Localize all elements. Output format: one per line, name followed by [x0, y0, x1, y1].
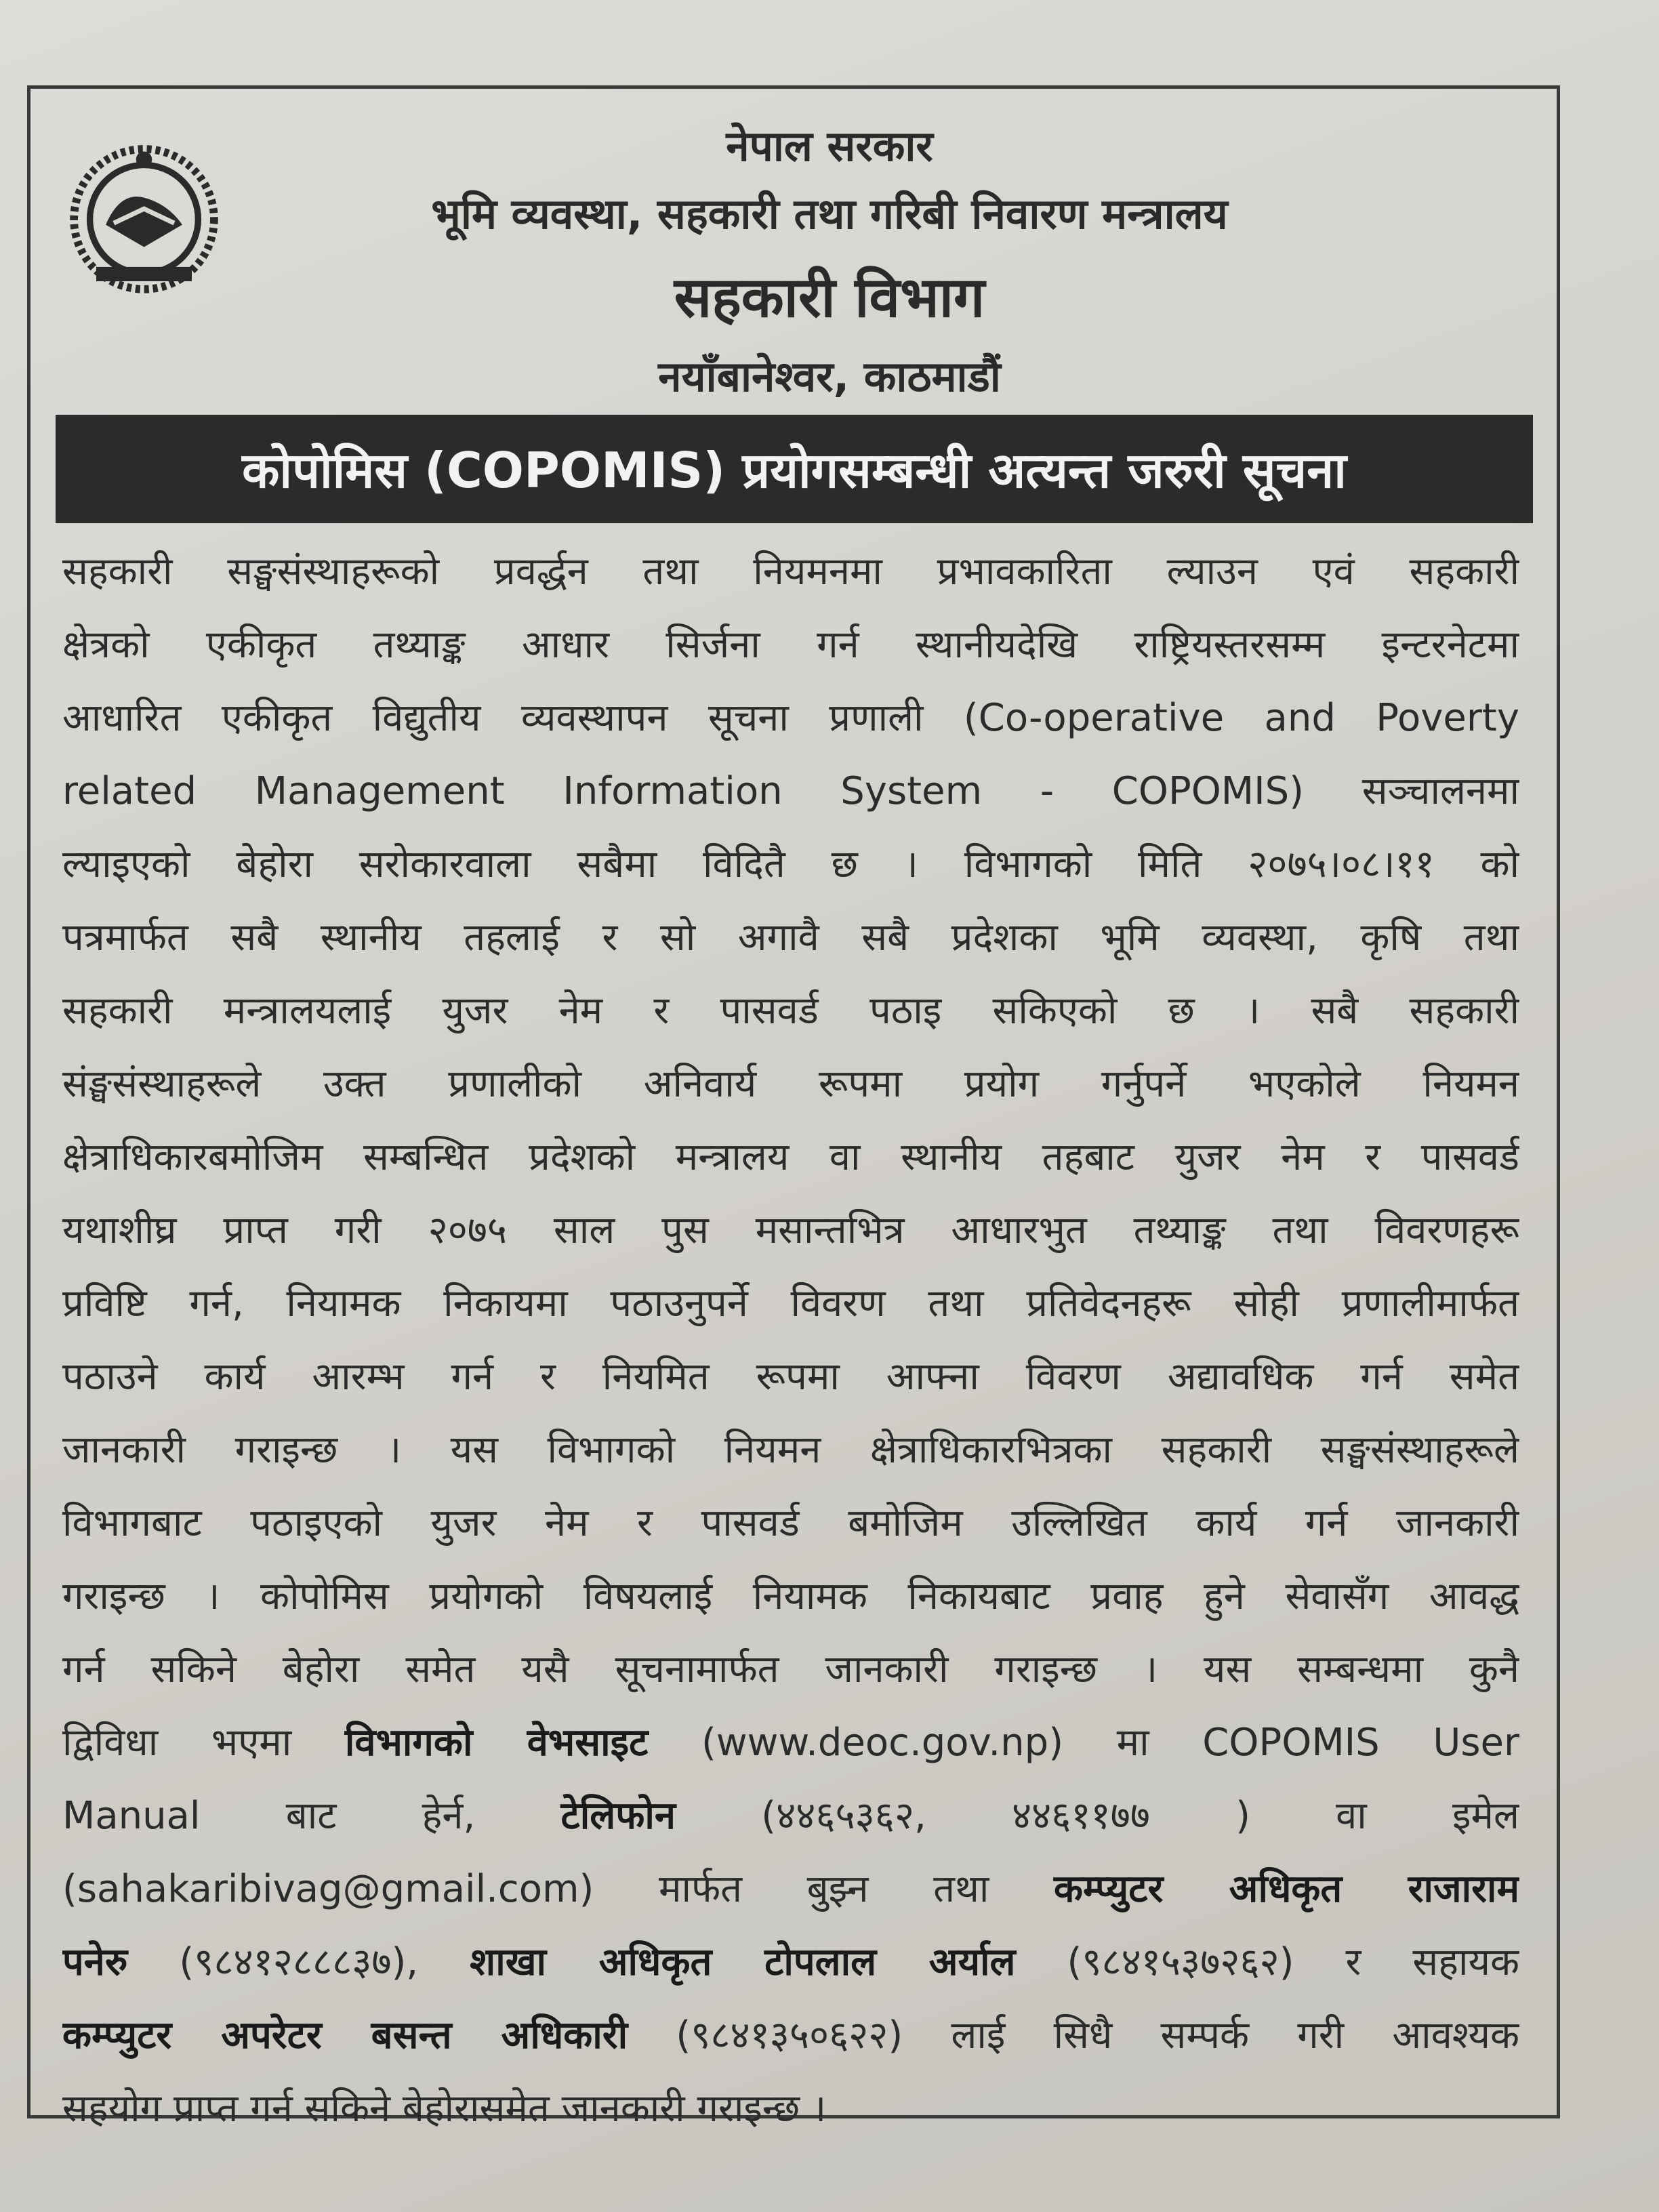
- body-line: जानकारी गराइन्छ । यस विभागको नियमन क्षेत्राधिकारभित्रका सहकारी सङ्घसंस्थाहरूले: [62, 1428, 1519, 1472]
- header-ministry: भूमि व्यवस्था, सहकारी तथा गरिबी निवारण मन्त्रालय: [431, 189, 1228, 239]
- header-department: सहकारी विभाग: [674, 266, 985, 330]
- body-line: [62, 1706, 1519, 1780]
- body-line: संङ्घसंस्थाहरूले उक्त प्रणालीको अनिवार्य रूपमा प्रयोग गर्नुपर्ने भएकोले नियमन: [62, 1062, 1519, 1106]
- body-line: पत्रमार्फत सबै स्थानीय तहलाई र सो अगावै सबै प्रदेशका भूमि व्यवस्था, कृषि तथा: [62, 916, 1519, 960]
- body-line: पठाउने कार्य आरम्भ गर्न र नियमित रूपमा आफ्ना विवरण अद्यावधिक गर्न समेत: [62, 1355, 1519, 1399]
- body-line: [62, 1999, 1519, 2072]
- header-government: नेपाल सरकार: [726, 121, 933, 171]
- body-line: आधारित एकीकृत विद्युतीय व्यवस्थापन सूचना प्रणाली (Co-operative and Poverty: [62, 696, 1519, 740]
- body-line: गर्न सकिने बेहोरा समेत यसै सूचनामार्फत जानकारी गराइन्छ । यस सम्बन्धमा कुनै: [62, 1647, 1519, 1692]
- contact-phone: (९८४१२८८८३७),: [179, 1940, 419, 1984]
- body-text-segment: द्विविधा भएमा: [62, 1721, 292, 1765]
- contact-name: कम्प्युटर अधिकृत राजाराम: [1054, 1867, 1519, 1911]
- telephone-label: टेलिफोन: [560, 1794, 676, 1838]
- body-line: सहयोग प्राप्त गर्न सकिने बेहोरासमेत जानकारी गराइन्छ ।: [62, 2087, 827, 2131]
- body-line: सहकारी मन्त्रालयलाई युजर नेम र पासवर्ड पठाइ सकिएको छ । सबै सहकारी: [62, 989, 1519, 1033]
- telephone-numbers: (४४६५३६२, ४४६११७७ ) वा इमेल: [761, 1794, 1519, 1838]
- contact-name: शाखा अधिकृत टोपलाल अर्याल: [470, 1940, 1016, 1984]
- contact-name: कम्प्युटर अपरेटर बसन्त अधिकारी: [62, 2013, 628, 2057]
- website-label: विभागको वेभसाइट: [344, 1721, 649, 1765]
- body-line: गराइन्छ । कोपोमिस प्रयोगको विषयलाई नियामक निकायबाट प्रवाह हुने सेवासँग आवद्ध: [62, 1574, 1519, 1618]
- notice-title: कोपोमिस (COPOMIS) प्रयोगसम्बन्धी अत्यन्त जरुरी सूचना: [56, 415, 1533, 523]
- body-line: [62, 1853, 1519, 1926]
- contact-phone: (९८४१५३७२६२) र सहायक: [1067, 1940, 1519, 1984]
- body-line: सहकारी सङ्घसंस्थाहरूको प्रवर्द्धन तथा नियमनमा प्रभावकारिता ल्याउन एवं सहकारी: [62, 550, 1519, 594]
- body-line: related Management Information System - COPOMIS) सञ्चालनमा: [62, 769, 1519, 813]
- body-line: [62, 1780, 1519, 1853]
- body-text-segment: Manual बाट हेर्न,: [62, 1794, 476, 1838]
- body-line: क्षेत्रको एकीकृत तथ्याङ्क आधार सिर्जना गर्न स्थानीयदेखि राष्ट्रियस्तरसम्म इन्टरनेटमा: [62, 623, 1519, 667]
- body-line: ल्याइएको बेहोरा सरोकारवाला सबैमा विदितै छ । विभागको मिति २०७५।०८।११ को: [62, 842, 1519, 886]
- body-line: क्षेत्राधिकारबमोजिम सम्बन्धित प्रदेशको मन्त्रालय वा स्थानीय तहबाट युजर नेम र पासवर्ड: [62, 1135, 1519, 1179]
- body-line: [62, 1926, 1519, 1999]
- body-line: विभागबाट पठाइएको युजर नेम र पासवर्ड बमोजिम उल्लिखित कार्य गर्न जानकारी: [62, 1501, 1519, 1545]
- body-line: प्रविष्टि गर्न, नियामक निकायमा पठाउनुपर्ने विवरण तथा प्रतिवेदनहरू सोही प्रणालीमार्फत: [62, 1282, 1519, 1326]
- contact-name: पनेरु: [62, 1940, 128, 1984]
- contact-phone: (९८४१३५०६२२) लाई सिधै सम्पर्क गरी आवश्यक: [676, 2013, 1519, 2057]
- header-address: नयाँबानेश्वर, काठमाडौं: [658, 352, 1001, 401]
- email-address: (sahakaribivag@gmail.com) मार्फत बुझ्न तथा: [62, 1867, 989, 1911]
- body-line: यथाशीघ्र प्राप्त गरी २०७५ साल पुस मसान्तभित्र आधारभुत तथ्याङ्क तथा विवरणहरू: [62, 1208, 1519, 1252]
- website-url: (www.deoc.gov.np) मा COPOMIS User: [701, 1721, 1519, 1765]
- notice-body: [62, 535, 1519, 2146]
